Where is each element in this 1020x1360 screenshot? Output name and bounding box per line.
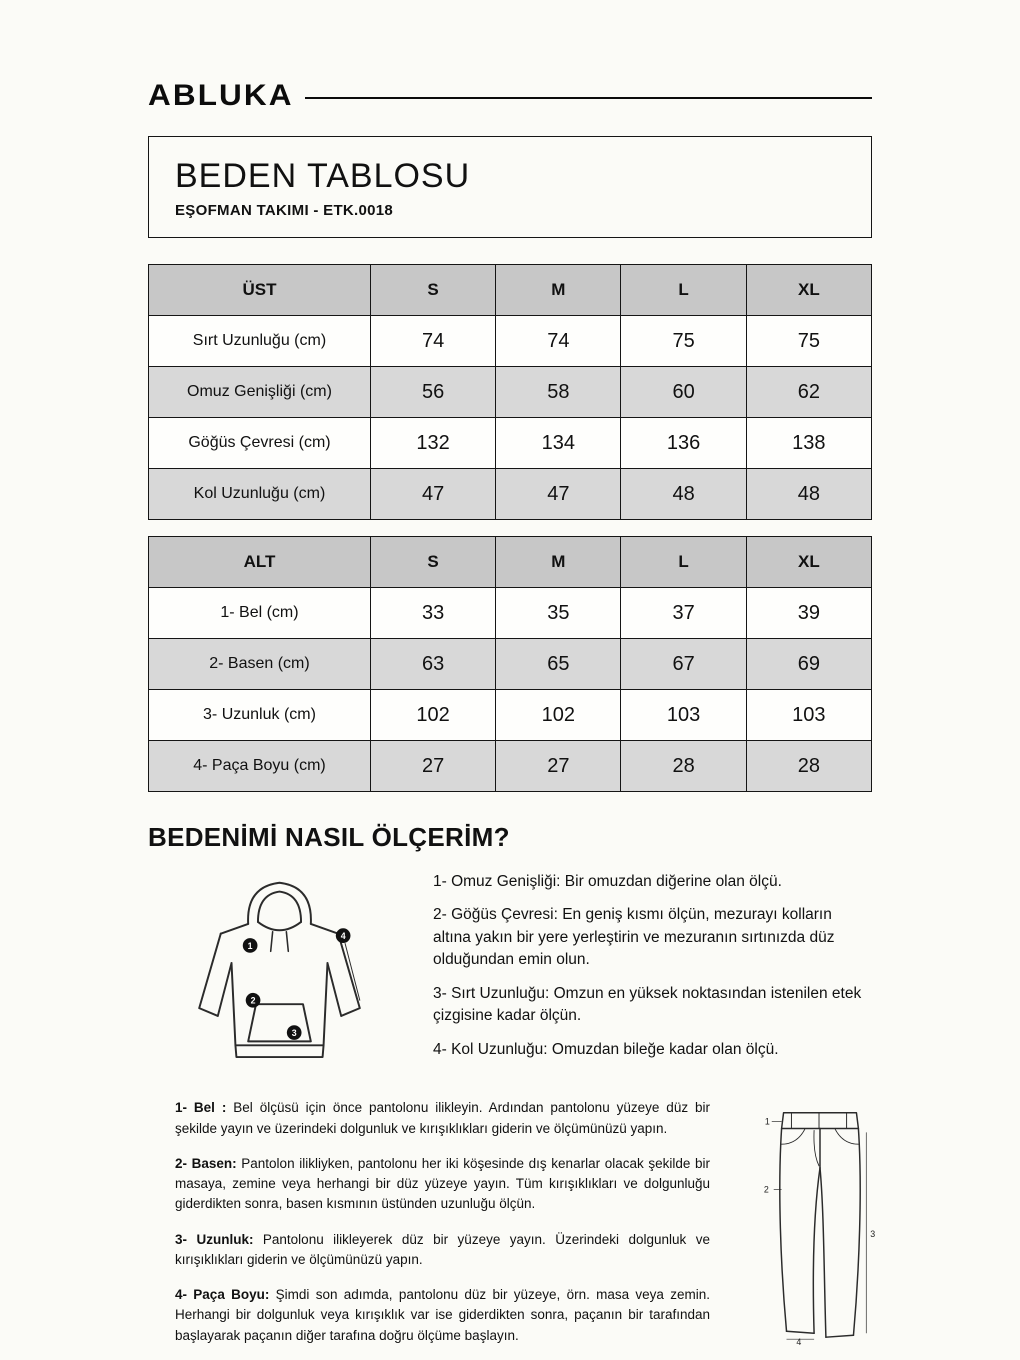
row-label: Omuz Genişliği (cm) <box>149 367 371 418</box>
cell-value: 28 <box>746 741 871 792</box>
top-measure-instructions <box>433 863 872 1072</box>
cell-value: 28 <box>621 741 746 792</box>
cell-value: 63 <box>370 639 495 690</box>
cell-value: 37 <box>621 588 746 639</box>
row-label: Kol Uzunluğu (cm) <box>149 469 371 520</box>
header-cell-xl: XL <box>746 537 871 588</box>
header-cell-alt: ALT <box>149 537 371 588</box>
header-cell-l: L <box>621 537 746 588</box>
pants-marker-2: 2 <box>763 1184 769 1195</box>
cell-value: 102 <box>496 690 621 741</box>
cell-value: 39 <box>746 588 871 639</box>
cell-value: 74 <box>370 316 495 367</box>
pants-marker-4: 4 <box>796 1337 802 1347</box>
page-subtitle: EŞOFMAN TAKIMI - ETK.0018 <box>175 202 394 219</box>
cell-value: 69 <box>746 639 871 690</box>
table-row <box>149 367 872 418</box>
cell-value: 48 <box>746 469 871 520</box>
instruction-item: 1- Omuz Genişliği: Bir omuzdan diğerine olan ölçü. <box>433 873 782 890</box>
cell-value: 75 <box>621 316 746 367</box>
instruction-text: Pantolon ilikliyken, pantolonu her iki köşesinde dış kenarlar olacak şekilde bir masaya, zemine veya herhangi bir düz yüzeye yayın. Tüm kırışıklıkları ve dolgunluğu giderdikten sonra, basen kısmının üstünden uzunluğu ölçün. <box>175 1155 710 1212</box>
header <box>148 78 872 114</box>
instruction-label: 3- Uzunluk: <box>175 1231 254 1247</box>
table-header-row <box>149 537 872 588</box>
table-row <box>149 588 872 639</box>
row-label: Sırt Uzunluğu (cm) <box>149 316 371 367</box>
pants-diagram-icon <box>756 1098 884 1346</box>
cell-value: 132 <box>370 418 495 469</box>
hoodie-diagram-icon <box>162 863 397 1069</box>
brand-logo: ABLUKA <box>148 79 294 112</box>
bottom-measure-instructions <box>175 1098 710 1360</box>
instruction-item <box>175 1230 710 1271</box>
cell-value: 75 <box>746 316 871 367</box>
cell-value: 27 <box>496 741 621 792</box>
cell-value: 138 <box>746 418 871 469</box>
cell-value: 47 <box>370 469 495 520</box>
instruction-item: 2- Göğüs Çevresi: En geniş kısmı ölçün, mezurayı kolların altına yakın bir yere yerleştirin ve mezuranın sırtınızda düz olduğundan emin olun. <box>433 906 835 969</box>
cell-value: 58 <box>496 367 621 418</box>
cell-value: 60 <box>621 367 746 418</box>
row-label: Göğüs Çevresi (cm) <box>149 418 371 469</box>
header-cell-s: S <box>370 265 495 316</box>
table-row <box>149 418 872 469</box>
cell-value: 102 <box>370 690 495 741</box>
instruction-item: 3- Sırt Uzunluğu: Omzun en yüksek noktasından istenilen etek çizgisine kadar ölçün. <box>433 984 862 1025</box>
cell-value: 103 <box>621 690 746 741</box>
hoodie-illustration <box>148 863 397 1069</box>
measure-heading: BEDENİMİ NASIL ÖLÇERİM? <box>148 822 510 852</box>
instruction-item: 4- Kol Uzunluğu: Omuzdan bileğe kadar olan ölçü. <box>433 1040 779 1058</box>
instruction-label: 2- Basen: <box>175 1155 237 1171</box>
instruction-text: Pantolonu ilikleyerek düz bir yüzeye yayın. Üzerindeki dolgunluk ve kırışıklıkları giderin ve ölçümünüzü yapın. <box>175 1231 710 1267</box>
row-label: 4- Paça Boyu (cm) <box>149 741 371 792</box>
row-label: 1- Bel (cm) <box>149 588 371 639</box>
size-table-top <box>148 264 872 520</box>
cell-value: 35 <box>496 588 621 639</box>
cell-value: 33 <box>370 588 495 639</box>
header-divider <box>305 97 872 99</box>
cell-value: 47 <box>496 469 621 520</box>
cell-value: 134 <box>496 418 621 469</box>
table-row <box>149 690 872 741</box>
hoodie-markers <box>243 928 351 1040</box>
header-cell-l: L <box>621 265 746 316</box>
instruction-item <box>175 1154 710 1215</box>
row-label: 2- Basen (cm) <box>149 639 371 690</box>
table-row <box>149 741 872 792</box>
instruction-text: Bel ölçüsü için önce pantolonu ilikleyin. Ardından pantolonu yüzeye düz bir şekilde yayın ve üzerindeki dolgunluk ve kırışıklıkları giderin ve ölçümünüzü yapın. <box>175 1100 710 1136</box>
marker-3: 3 <box>291 1028 297 1039</box>
cell-value: 48 <box>621 469 746 520</box>
marker-4: 4 <box>340 931 346 942</box>
page-title: BEDEN TABLOSU <box>175 157 471 195</box>
pants-illustration <box>756 1098 884 1346</box>
header-cell-s: S <box>370 537 495 588</box>
header-cell-m: M <box>496 265 621 316</box>
instruction-item <box>175 1285 710 1346</box>
header-cell-xl: XL <box>746 265 871 316</box>
header-cell-ust: ÜST <box>149 265 371 316</box>
table-row <box>149 639 872 690</box>
instruction-label: 1- Bel : <box>175 1100 227 1116</box>
cell-value: 74 <box>496 316 621 367</box>
header-cell-m: M <box>496 537 621 588</box>
table-row <box>149 316 872 367</box>
bottom-measure-section <box>0 1072 1020 1360</box>
table-row <box>149 469 872 520</box>
cell-value: 62 <box>746 367 871 418</box>
cell-value: 67 <box>621 639 746 690</box>
table-header-row <box>149 265 872 316</box>
measure-top-section <box>148 863 872 1072</box>
instruction-label: 4- Paça Boyu: <box>175 1287 270 1303</box>
cell-value: 103 <box>746 690 871 741</box>
cell-value: 27 <box>370 741 495 792</box>
instruction-text: Şimdi son adımda, pantolonu düz bir yüzeye, örn. masa veya zemin. Herhangi bir dolgunluk veya kırışıklık var ise giderdikten sonra, paçanın bir tarafından başlayarak paçanın diğer tarafına doğru ölçüme başlayın. <box>175 1287 710 1343</box>
pants-marker-3: 3 <box>870 1229 876 1240</box>
pants-marker-1: 1 <box>764 1116 770 1127</box>
marker-1: 1 <box>247 940 253 951</box>
cell-value: 136 <box>621 418 746 469</box>
cell-value: 56 <box>370 367 495 418</box>
cell-value: 65 <box>496 639 621 690</box>
row-label: 3- Uzunluk (cm) <box>149 690 371 741</box>
marker-2: 2 <box>250 995 256 1006</box>
title-box <box>148 136 872 238</box>
size-table-bottom <box>148 536 872 792</box>
instruction-item <box>175 1098 710 1139</box>
